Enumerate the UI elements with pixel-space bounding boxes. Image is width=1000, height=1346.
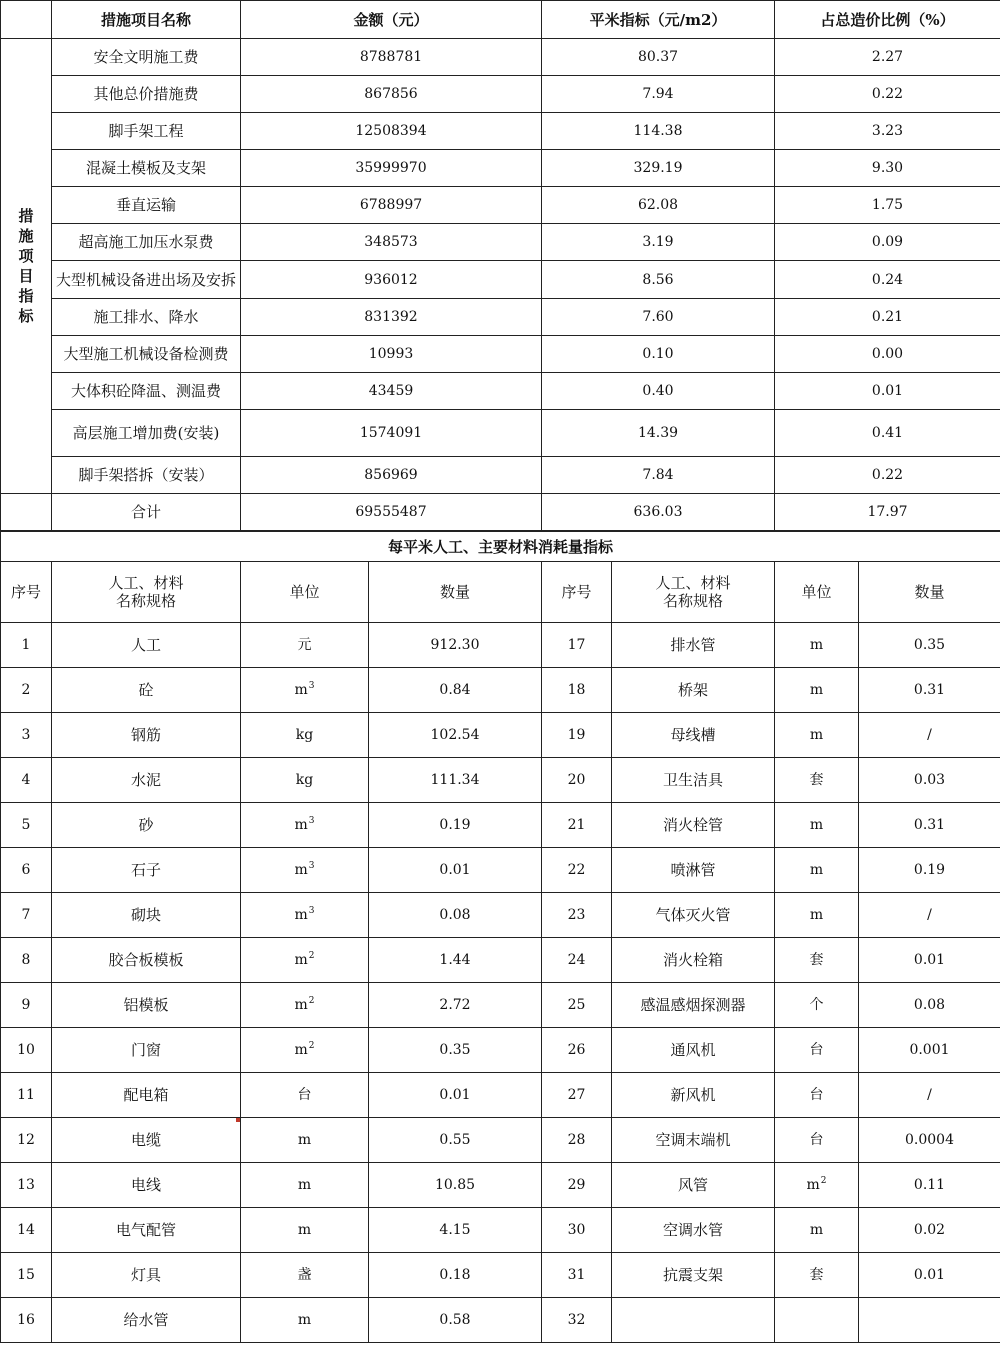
unit-text: m: [297, 1177, 312, 1193]
section-label-char: 标: [18, 307, 34, 325]
amount-cell: 1574091: [241, 410, 542, 457]
item-name-cell: 大型施工机械设备检测费: [52, 336, 241, 373]
unit-text: m: [809, 637, 824, 653]
materials-row: [1, 848, 1000, 893]
unit-left: [241, 938, 369, 983]
unit-right: [775, 893, 859, 938]
per-m2-cell: 329.19: [542, 150, 775, 187]
row-no-left: 9: [1, 983, 52, 1028]
row-no-right: 23: [542, 893, 612, 938]
qty-left: 0.01: [369, 848, 542, 893]
materials-row: [1, 803, 1000, 848]
unit-text: m: [806, 1177, 820, 1193]
qty-left: 111.34: [369, 758, 542, 803]
unit-exponent: 2: [820, 1176, 827, 1186]
measures-row: [1, 457, 1000, 494]
material-name-right: 喷淋管: [612, 848, 775, 893]
unit-right: [775, 758, 859, 803]
material-name-right: 桥架: [612, 668, 775, 713]
unit-right: [775, 1028, 859, 1073]
amount-cell: 348573: [241, 224, 542, 261]
unit-left: [241, 758, 369, 803]
materials-title: 每平米人工、主要材料消耗量指标: [1, 532, 1000, 562]
row-no-right: 25: [542, 983, 612, 1028]
section-label-char: 措: [18, 207, 34, 225]
unit-exponent: 3: [308, 681, 315, 691]
materials-row: [1, 1298, 1000, 1343]
qty-left: 0.19: [369, 803, 542, 848]
row-no-left: 10: [1, 1028, 52, 1073]
ratio-cell: 0.00: [775, 336, 1000, 373]
qty-left: 10.85: [369, 1163, 542, 1208]
amount-cell: 867856: [241, 76, 542, 113]
qty-left: 0.58: [369, 1298, 542, 1343]
material-name-left: 人工: [52, 623, 241, 668]
ratio-cell: 0.41: [775, 410, 1000, 457]
row-no-left: 14: [1, 1208, 52, 1253]
unit-right: [775, 1073, 859, 1118]
ratio-cell: 3.23: [775, 113, 1000, 150]
unit-text: m: [294, 862, 308, 878]
unit-text: m: [294, 1042, 308, 1058]
section-label-char: 项: [18, 247, 34, 265]
ratio-cell: 2.27: [775, 39, 1000, 76]
qty-left: 4.15: [369, 1208, 542, 1253]
unit-left: [241, 1118, 369, 1163]
material-name-left: 水泥: [52, 758, 241, 803]
qty-left: 0.55: [369, 1118, 542, 1163]
unit-right: [775, 668, 859, 713]
unit-text: m: [809, 727, 824, 743]
material-name-right: 感温感烟探测器: [612, 983, 775, 1028]
unit-text: m: [809, 682, 824, 698]
ratio-cell: 0.09: [775, 224, 1000, 261]
unit-text: m: [809, 862, 824, 878]
per-m2-cell: 80.37: [542, 39, 775, 76]
materials-row: [1, 1028, 1000, 1073]
unit-exponent: 3: [308, 861, 315, 871]
unit-text: 台: [809, 1132, 824, 1148]
unit-right: [775, 983, 859, 1028]
materials-row: [1, 1253, 1000, 1298]
unit-exponent: 2: [308, 951, 315, 961]
material-name-right: [612, 1298, 775, 1343]
row-no-left: 5: [1, 803, 52, 848]
materials-table: [0, 531, 1000, 1343]
header-name-line1: 人工、材料: [108, 574, 184, 592]
material-name-right: 空调水管: [612, 1208, 775, 1253]
material-name-left: 电线: [52, 1163, 241, 1208]
qty-right: /: [859, 893, 1000, 938]
header-no-left: 序号: [1, 562, 52, 623]
unit-text: 个: [809, 997, 824, 1013]
unit-text: m: [294, 682, 308, 698]
unit-text: 台: [809, 1087, 824, 1103]
materials-row: [1, 713, 1000, 758]
measures-total-row: [1, 494, 1000, 531]
row-no-right: 18: [542, 668, 612, 713]
unit-text: 台: [809, 1042, 824, 1058]
row-no-left: 4: [1, 758, 52, 803]
qty-right: 0.31: [859, 668, 1000, 713]
unit-left: [241, 803, 369, 848]
header-name-line2: 名称规格: [115, 592, 176, 610]
corner-cell: [1, 1, 52, 39]
amount-cell: 856969: [241, 457, 542, 494]
qty-left: 0.08: [369, 893, 542, 938]
qty-left: 1.44: [369, 938, 542, 983]
qty-left: 912.30: [369, 623, 542, 668]
material-name-right: 卫生洁具: [612, 758, 775, 803]
row-no-left: 2: [1, 668, 52, 713]
unit-text: m: [297, 1312, 312, 1328]
qty-right: 0.11: [859, 1163, 1000, 1208]
per-m2-cell: 114.38: [542, 113, 775, 150]
materials-row: [1, 938, 1000, 983]
material-name-right: 通风机: [612, 1028, 775, 1073]
materials-row: [1, 1118, 1000, 1163]
materials-row: [1, 1163, 1000, 1208]
unit-text: m: [297, 1222, 312, 1238]
unit-right: [775, 848, 859, 893]
material-name-left: 砂: [52, 803, 241, 848]
unit-exponent: 2: [308, 1041, 315, 1051]
amount-cell: 43459: [241, 373, 542, 410]
header-no-right: 序号: [542, 562, 612, 623]
total-amount: 69555487: [241, 494, 542, 531]
row-no-right: 28: [542, 1118, 612, 1163]
qty-right: 0.35: [859, 623, 1000, 668]
section-label-char: 施: [18, 227, 34, 245]
unit-text: m: [294, 907, 308, 923]
unit-left: [241, 893, 369, 938]
material-name-left: 石子: [52, 848, 241, 893]
unit-right: [775, 1253, 859, 1298]
per-m2-cell: 0.10: [542, 336, 775, 373]
row-no-left: 6: [1, 848, 52, 893]
ratio-cell: 0.22: [775, 76, 1000, 113]
unit-text: m: [297, 1132, 312, 1148]
qty-right: 0.01: [859, 938, 1000, 983]
per-m2-cell: 7.94: [542, 76, 775, 113]
materials-header-row: [1, 562, 1000, 623]
row-no-left: 16: [1, 1298, 52, 1343]
header-name-line1: 人工、材料: [655, 574, 731, 592]
material-name-left: 电气配管: [52, 1208, 241, 1253]
unit-right: [775, 803, 859, 848]
material-name-left: 配电箱: [52, 1073, 241, 1118]
item-name-cell: 大型机械设备进出场及安拆: [52, 261, 241, 299]
qty-right: 0.02: [859, 1208, 1000, 1253]
measures-row: [1, 224, 1000, 261]
total-blank-cell: [1, 494, 52, 531]
ratio-cell: 9.30: [775, 150, 1000, 187]
amount-cell: 831392: [241, 299, 542, 336]
qty-left: 102.54: [369, 713, 542, 758]
ratio-cell: 0.22: [775, 457, 1000, 494]
unit-right: [775, 623, 859, 668]
measures-table: [0, 0, 1000, 531]
qty-right: 0.01: [859, 1253, 1000, 1298]
qty-left: 0.18: [369, 1253, 542, 1298]
unit-text: 台: [297, 1087, 312, 1103]
unit-text: 盏: [297, 1267, 312, 1283]
red-mark: [236, 1118, 240, 1122]
material-name-left: 胶合板模板: [52, 938, 241, 983]
material-name-left: 电缆: [52, 1118, 241, 1163]
materials-row: [1, 668, 1000, 713]
unit-text: m: [294, 952, 308, 968]
item-name-cell: 混凝土模板及支架: [52, 150, 241, 187]
section-label-char: 指: [18, 287, 34, 305]
material-name-right: 母线槽: [612, 713, 775, 758]
header-item-name: 措施项目名称: [52, 1, 241, 39]
per-m2-cell: 3.19: [542, 224, 775, 261]
unit-right: [775, 1208, 859, 1253]
qty-left: 0.01: [369, 1073, 542, 1118]
section-label-vertical: [1, 39, 52, 494]
unit-right: [775, 1118, 859, 1163]
measures-row: [1, 76, 1000, 113]
per-m2-cell: 7.60: [542, 299, 775, 336]
row-no-right: 27: [542, 1073, 612, 1118]
material-name-left: 钢筋: [52, 713, 241, 758]
row-no-right: 32: [542, 1298, 612, 1343]
amount-cell: 936012: [241, 261, 542, 299]
header-amount: 金额（元）: [241, 1, 542, 39]
unit-left: [241, 848, 369, 893]
row-no-left: 11: [1, 1073, 52, 1118]
header-name-right: [612, 562, 775, 623]
materials-row: [1, 623, 1000, 668]
header-unit-right: 单位: [775, 562, 859, 623]
measures-row: [1, 336, 1000, 373]
material-name-left: 门窗: [52, 1028, 241, 1073]
total-label: 合计: [52, 494, 241, 531]
total-ratio: 17.97: [775, 494, 1000, 531]
ratio-cell: 1.75: [775, 187, 1000, 224]
row-no-right: 31: [542, 1253, 612, 1298]
measures-row: [1, 113, 1000, 150]
header-name-left: [52, 562, 241, 623]
per-m2-cell: 14.39: [542, 410, 775, 457]
measures-row: [1, 39, 1000, 76]
row-no-right: 19: [542, 713, 612, 758]
qty-right: /: [859, 1073, 1000, 1118]
per-m2-cell: 62.08: [542, 187, 775, 224]
item-name-cell: 大体积砼降温、测温费: [52, 373, 241, 410]
item-name-cell: 垂直运输: [52, 187, 241, 224]
row-no-left: 7: [1, 893, 52, 938]
row-no-left: 12: [1, 1118, 52, 1163]
row-no-right: 17: [542, 623, 612, 668]
header-qty-left: 数量: [369, 562, 542, 623]
material-name-left: 给水管: [52, 1298, 241, 1343]
amount-cell: 35999970: [241, 150, 542, 187]
row-no-left: 1: [1, 623, 52, 668]
measures-row: [1, 373, 1000, 410]
header-name-line2: 名称规格: [662, 592, 723, 610]
unit-text: kg: [295, 727, 314, 743]
header-per-m2: 平米指标（元/m2）: [542, 1, 775, 39]
row-no-right: 29: [542, 1163, 612, 1208]
unit-left: [241, 983, 369, 1028]
row-no-left: 3: [1, 713, 52, 758]
unit-right: [775, 1163, 859, 1208]
ratio-cell: 0.21: [775, 299, 1000, 336]
amount-cell: 8788781: [241, 39, 542, 76]
unit-text: 套: [809, 952, 824, 968]
measures-row: [1, 150, 1000, 187]
materials-row: [1, 983, 1000, 1028]
header-unit-left: 单位: [241, 562, 369, 623]
unit-text: kg: [295, 772, 314, 788]
unit-text: m: [809, 817, 824, 833]
material-name-right: 消火栓箱: [612, 938, 775, 983]
qty-right: /: [859, 713, 1000, 758]
material-name-left: 砌块: [52, 893, 241, 938]
unit-exponent: 3: [308, 816, 315, 826]
measures-row: [1, 261, 1000, 299]
qty-right: 0.31: [859, 803, 1000, 848]
unit-right: [775, 938, 859, 983]
unit-right: [775, 713, 859, 758]
qty-right: 0.19: [859, 848, 1000, 893]
row-no-left: 8: [1, 938, 52, 983]
row-no-right: 20: [542, 758, 612, 803]
measures-row: [1, 187, 1000, 224]
material-name-left: 灯具: [52, 1253, 241, 1298]
unit-text: m: [809, 907, 824, 923]
amount-cell: 10993: [241, 336, 542, 373]
material-name-right: 排水管: [612, 623, 775, 668]
material-name-right: 风管: [612, 1163, 775, 1208]
measures-row: [1, 299, 1000, 336]
ratio-cell: 0.24: [775, 261, 1000, 299]
unit-exponent: 2: [308, 996, 315, 1006]
item-name-cell: 脚手架搭拆（安装）: [52, 457, 241, 494]
material-name-right: 抗震支架: [612, 1253, 775, 1298]
unit-left: [241, 713, 369, 758]
unit-right: [775, 1298, 859, 1343]
qty-right: 0.0004: [859, 1118, 1000, 1163]
unit-left: [241, 1253, 369, 1298]
row-no-right: 30: [542, 1208, 612, 1253]
row-no-right: 21: [542, 803, 612, 848]
qty-right: [859, 1298, 1000, 1343]
unit-left: [241, 1028, 369, 1073]
row-no-right: 26: [542, 1028, 612, 1073]
row-no-right: 22: [542, 848, 612, 893]
section-label-char: 目: [18, 267, 34, 285]
item-name-cell: 其他总价措施费: [52, 76, 241, 113]
item-name-cell: 脚手架工程: [52, 113, 241, 150]
qty-right: 0.03: [859, 758, 1000, 803]
unit-left: [241, 623, 369, 668]
item-name-cell: 安全文明施工费: [52, 39, 241, 76]
total-per-m2: 636.03: [542, 494, 775, 531]
item-name-cell: 高层施工增加费(安装): [52, 410, 241, 457]
per-m2-cell: 8.56: [542, 261, 775, 299]
item-name-cell: 超高施工加压水泵费: [52, 224, 241, 261]
row-no-left: 13: [1, 1163, 52, 1208]
item-name-cell: 施工排水、降水: [52, 299, 241, 336]
materials-row: [1, 758, 1000, 803]
measures-row: [1, 410, 1000, 457]
unit-left: [241, 1298, 369, 1343]
row-no-left: 15: [1, 1253, 52, 1298]
amount-cell: 6788997: [241, 187, 542, 224]
material-name-right: 新风机: [612, 1073, 775, 1118]
unit-left: [241, 1163, 369, 1208]
qty-left: 0.84: [369, 668, 542, 713]
unit-left: [241, 1073, 369, 1118]
header-ratio: 占总造价比例（%）: [775, 1, 1000, 39]
unit-text: m: [809, 1222, 824, 1238]
materials-row: [1, 893, 1000, 938]
header-qty-right: 数量: [859, 562, 1000, 623]
qty-left: 0.35: [369, 1028, 542, 1073]
material-name-right: 空调末端机: [612, 1118, 775, 1163]
materials-title-row: [1, 532, 1000, 562]
unit-left: [241, 1208, 369, 1253]
unit-left: [241, 668, 369, 713]
material-name-left: 砼: [52, 668, 241, 713]
material-name-right: 消火栓管: [612, 803, 775, 848]
row-no-right: 24: [542, 938, 612, 983]
material-name-left: 铝模板: [52, 983, 241, 1028]
unit-text: 套: [809, 1267, 824, 1283]
measures-header-row: [1, 1, 1000, 39]
qty-left: 2.72: [369, 983, 542, 1028]
amount-cell: 12508394: [241, 113, 542, 150]
materials-row: [1, 1073, 1000, 1118]
qty-right: 0.001: [859, 1028, 1000, 1073]
unit-text: 元: [297, 637, 312, 653]
ratio-cell: 0.01: [775, 373, 1000, 410]
qty-right: 0.08: [859, 983, 1000, 1028]
unit-exponent: 3: [308, 906, 315, 916]
unit-text: m: [294, 997, 308, 1013]
unit-text: 套: [809, 772, 824, 788]
material-name-right: 气体灭火管: [612, 893, 775, 938]
per-m2-cell: 0.40: [542, 373, 775, 410]
per-m2-cell: 7.84: [542, 457, 775, 494]
unit-text: m: [294, 817, 308, 833]
materials-row: [1, 1208, 1000, 1253]
